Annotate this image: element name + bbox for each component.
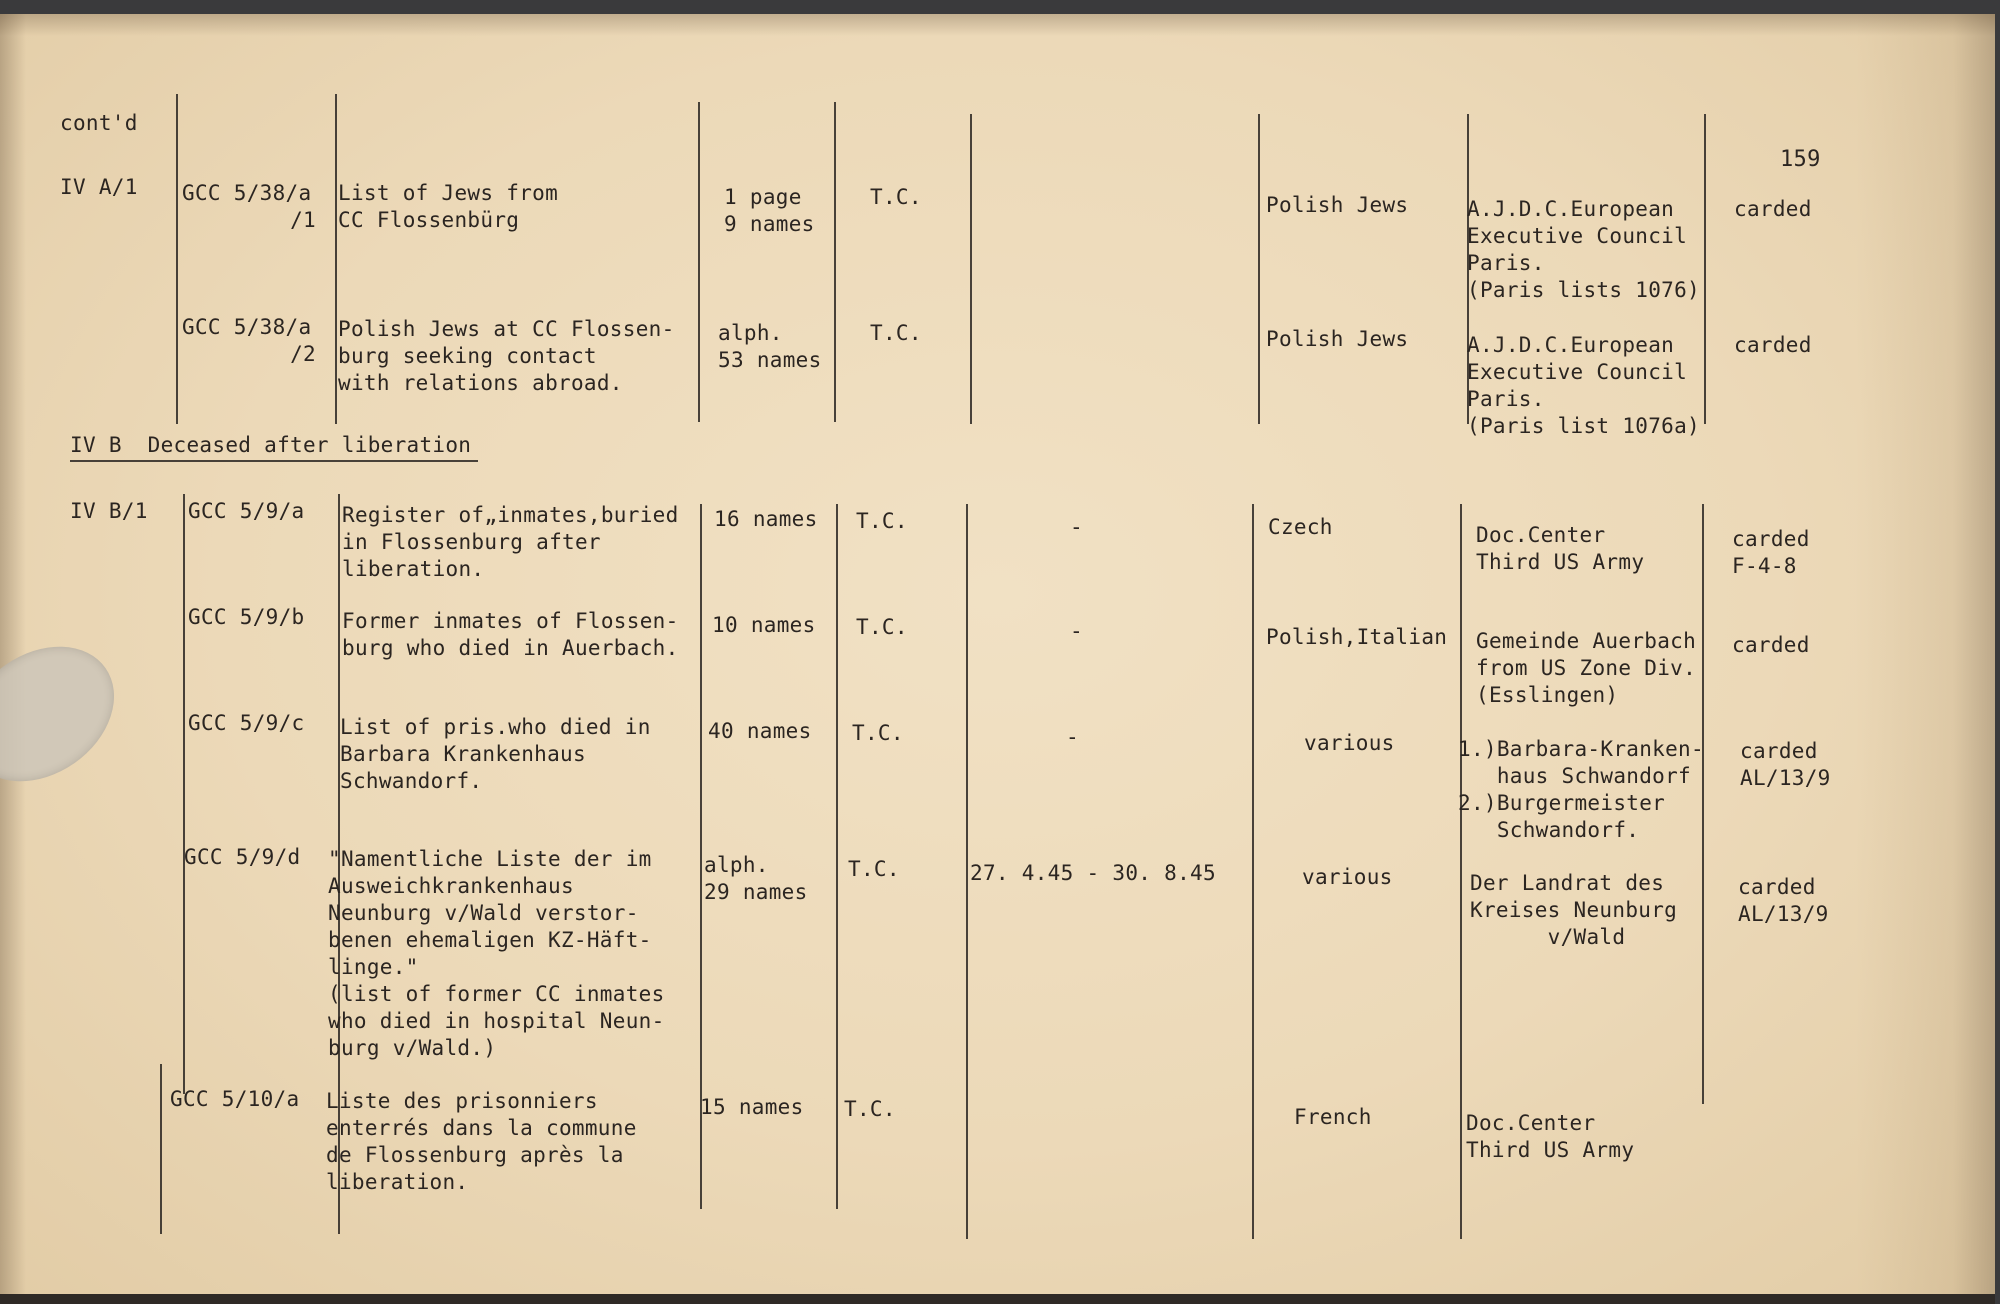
row-dates: - [1066,725,1079,749]
row-type: T.C. [856,509,908,533]
row-status: carded F-4-8 [1732,527,1810,578]
column-rule [1460,504,1462,1239]
row-status: carded [1732,633,1810,657]
row-source: Gemeinde Auerbach from US Zone Div. (Esslingen) [1476,629,1697,707]
row-code: IV B/1 [70,499,148,523]
section-heading-underline [70,460,478,462]
row-type: T.C. [848,857,900,881]
row-source: A.J.D.C.European Executive Council Paris. (Paris lists 1076) [1467,197,1700,302]
row-reference: GCC 5/38/a [182,181,312,205]
row-type: T.C. [844,1097,896,1121]
row-description: Liste des prisonniers enterrés dans la commune de Flossenburg après la liberation. [326,1089,637,1194]
page-right-edge [1855,14,1995,1304]
column-rule [1704,114,1706,424]
row-source: A.J.D.C.European Executive Council Paris. (Paris list 1076a) [1467,333,1700,438]
row-count: 16 names [714,507,818,531]
row-reference: GCC 5/9/a [188,499,305,523]
row-reference: GCC 5/38/a [182,315,312,339]
row-count: 10 names [712,613,816,637]
column-rule [836,504,838,1209]
row-reference: GCC 5/9/c [188,711,305,735]
column-rule [183,494,185,1094]
row-dates: - [1070,515,1083,539]
row-description: Former inmates of Flossen- burg who died in Auerbach. [342,609,679,660]
column-rule [966,504,968,1239]
row-reference-sub: /2 [290,342,316,366]
row-code: IV A/1 [60,175,138,199]
row-source: 1.)Barbara-Kranken- haus Schwandorf 2.)Burgermeister Schwandorf. [1458,737,1704,842]
row-type: T.C. [852,721,904,745]
row-reference-sub: /1 [290,208,316,232]
column-rule [698,102,700,422]
row-status: carded [1734,197,1812,221]
row-count: 15 names [700,1095,804,1119]
contd-label: cont'd [60,111,138,135]
row-nationality: French [1294,1105,1372,1129]
row-count: 40 names [708,719,812,743]
row-nationality: Polish Jews [1266,193,1409,217]
row-type: T.C. [856,615,908,639]
row-status: carded AL/13/9 [1740,739,1831,790]
row-status: carded [1734,333,1812,357]
row-source: Doc.Center Third US Army [1466,1111,1635,1162]
row-nationality: Czech [1268,515,1333,539]
row-description: Polish Jews at CC Flossen- burg seeking contact with relations abroad. [338,317,675,395]
row-reference: GCC 5/9/d [184,845,301,869]
row-nationality: various [1302,865,1393,889]
row-type: T.C. [870,321,922,345]
row-count: alph. 53 names [718,321,822,372]
document-page [0,14,1995,1304]
row-nationality: Polish Jews [1266,327,1409,351]
row-type: T.C. [870,185,922,209]
page-top-shadow [0,14,1995,36]
column-rule [970,114,972,424]
section-b-heading: IV B Deceased after liberation [70,433,472,457]
column-rule [176,94,178,424]
row-description: List of pris.who died in Barbara Krankenhaus Schwandorf. [340,715,651,793]
row-nationality: various [1304,731,1395,755]
row-status: carded AL/13/9 [1738,875,1829,926]
row-count: 1 page 9 names [724,185,815,236]
row-nationality: Polish,Italian [1266,625,1448,649]
row-dates: 27. 4.45 - 30. 8.45 [970,861,1216,885]
row-description: "Namentliche Liste der im Ausweichkrankenhaus Neunburg v/Wald verstor- benen ehemaligen KZ-Häft- linge." (list of former CC inmates who died in hospital Neun- burg v/Wald.) [328,847,665,1060]
bottom-edge [0,1294,1995,1304]
column-rule [1252,504,1254,1239]
column-rule [834,102,836,422]
row-dates: - [1070,619,1083,643]
column-rule [1258,114,1260,424]
column-rule [160,1064,162,1234]
row-count: alph. 29 names [704,853,808,904]
row-source: Doc.Center Third US Army [1476,523,1645,574]
column-rule [335,94,337,424]
row-description: Register of„inmates,buried in Flossenburg after liberation. [342,503,679,581]
row-reference: GCC 5/9/b [188,605,305,629]
row-reference: GCC 5/10/a [170,1087,300,1111]
row-description: List of Jews from CC Flossenbürg [338,181,559,232]
row-source: Der Landrat des Kreises Neunburg v/Wald [1470,871,1678,949]
page-number: 159 [1780,147,1821,172]
